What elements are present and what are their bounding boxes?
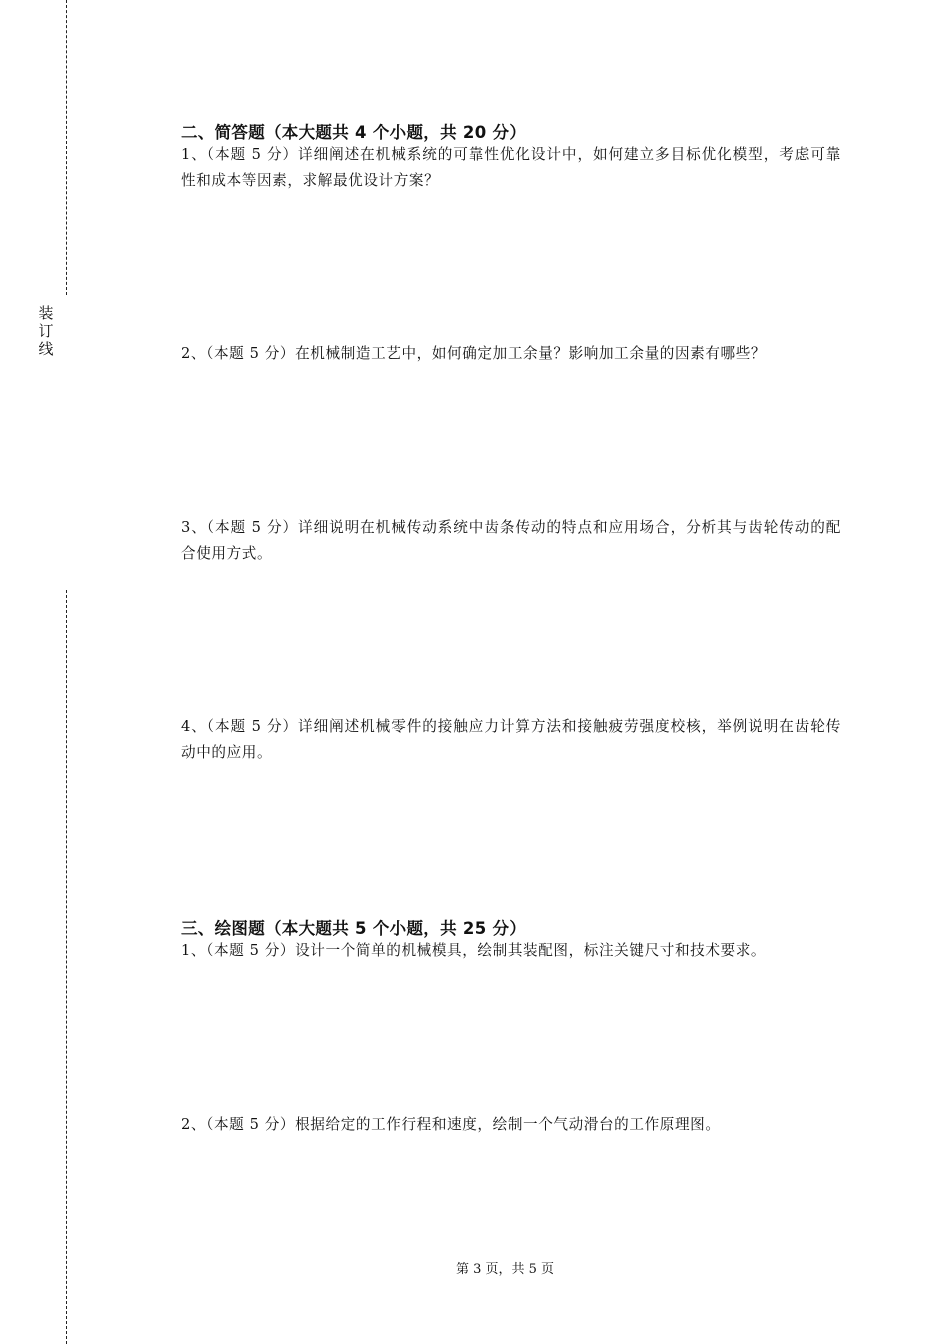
- question-3-1: 1、（本题 5 分）设计一个简单的机械模具，绘制其装配图，标注关键尺寸和技术要求。: [181, 942, 767, 959]
- binding-line-bottom: [66, 590, 67, 1344]
- question-2-3: 3、（本题 5 分）详细说明在机械传动系统中齿条传动的特点和应用场合，分析其与齿轮传动的配合使用方式。: [181, 519, 841, 562]
- section-title-drawing: 三、绘图题（本大题共 5 个小题，共 25 分）: [181, 919, 527, 938]
- page-number: 第 3 页，共 5 页: [455, 1262, 555, 1277]
- binding-label: [37, 304, 55, 358]
- binding-char: 订: [38, 322, 54, 340]
- binding-char: 线: [38, 340, 54, 358]
- question-2-2: 2、（本题 5 分）在机械制造工艺中，如何确定加工余量？影响加工余量的因素有哪些？: [181, 345, 767, 362]
- binding-line-top: [66, 0, 67, 295]
- question-2-1: 1、（本题 5 分）详细阐述在机械系统的可靠性优化设计中，如何建立多目标优化模型，考虑可靠性和成本等因素，求解最优设计方案？: [181, 146, 841, 189]
- section-title-short-answer: 二、简答题（本大题共 4 个小题，共 20 分）: [181, 123, 527, 142]
- binding-char: 装: [38, 304, 54, 322]
- question-3-2: 2、（本题 5 分）根据给定的工作行程和速度，绘制一个气动滑台的工作原理图。: [181, 1116, 721, 1133]
- question-2-4: 4、（本题 5 分）详细阐述机械零件的接触应力计算方法和接触疲劳强度校核，举例说明在齿轮传动中的应用。: [181, 718, 841, 761]
